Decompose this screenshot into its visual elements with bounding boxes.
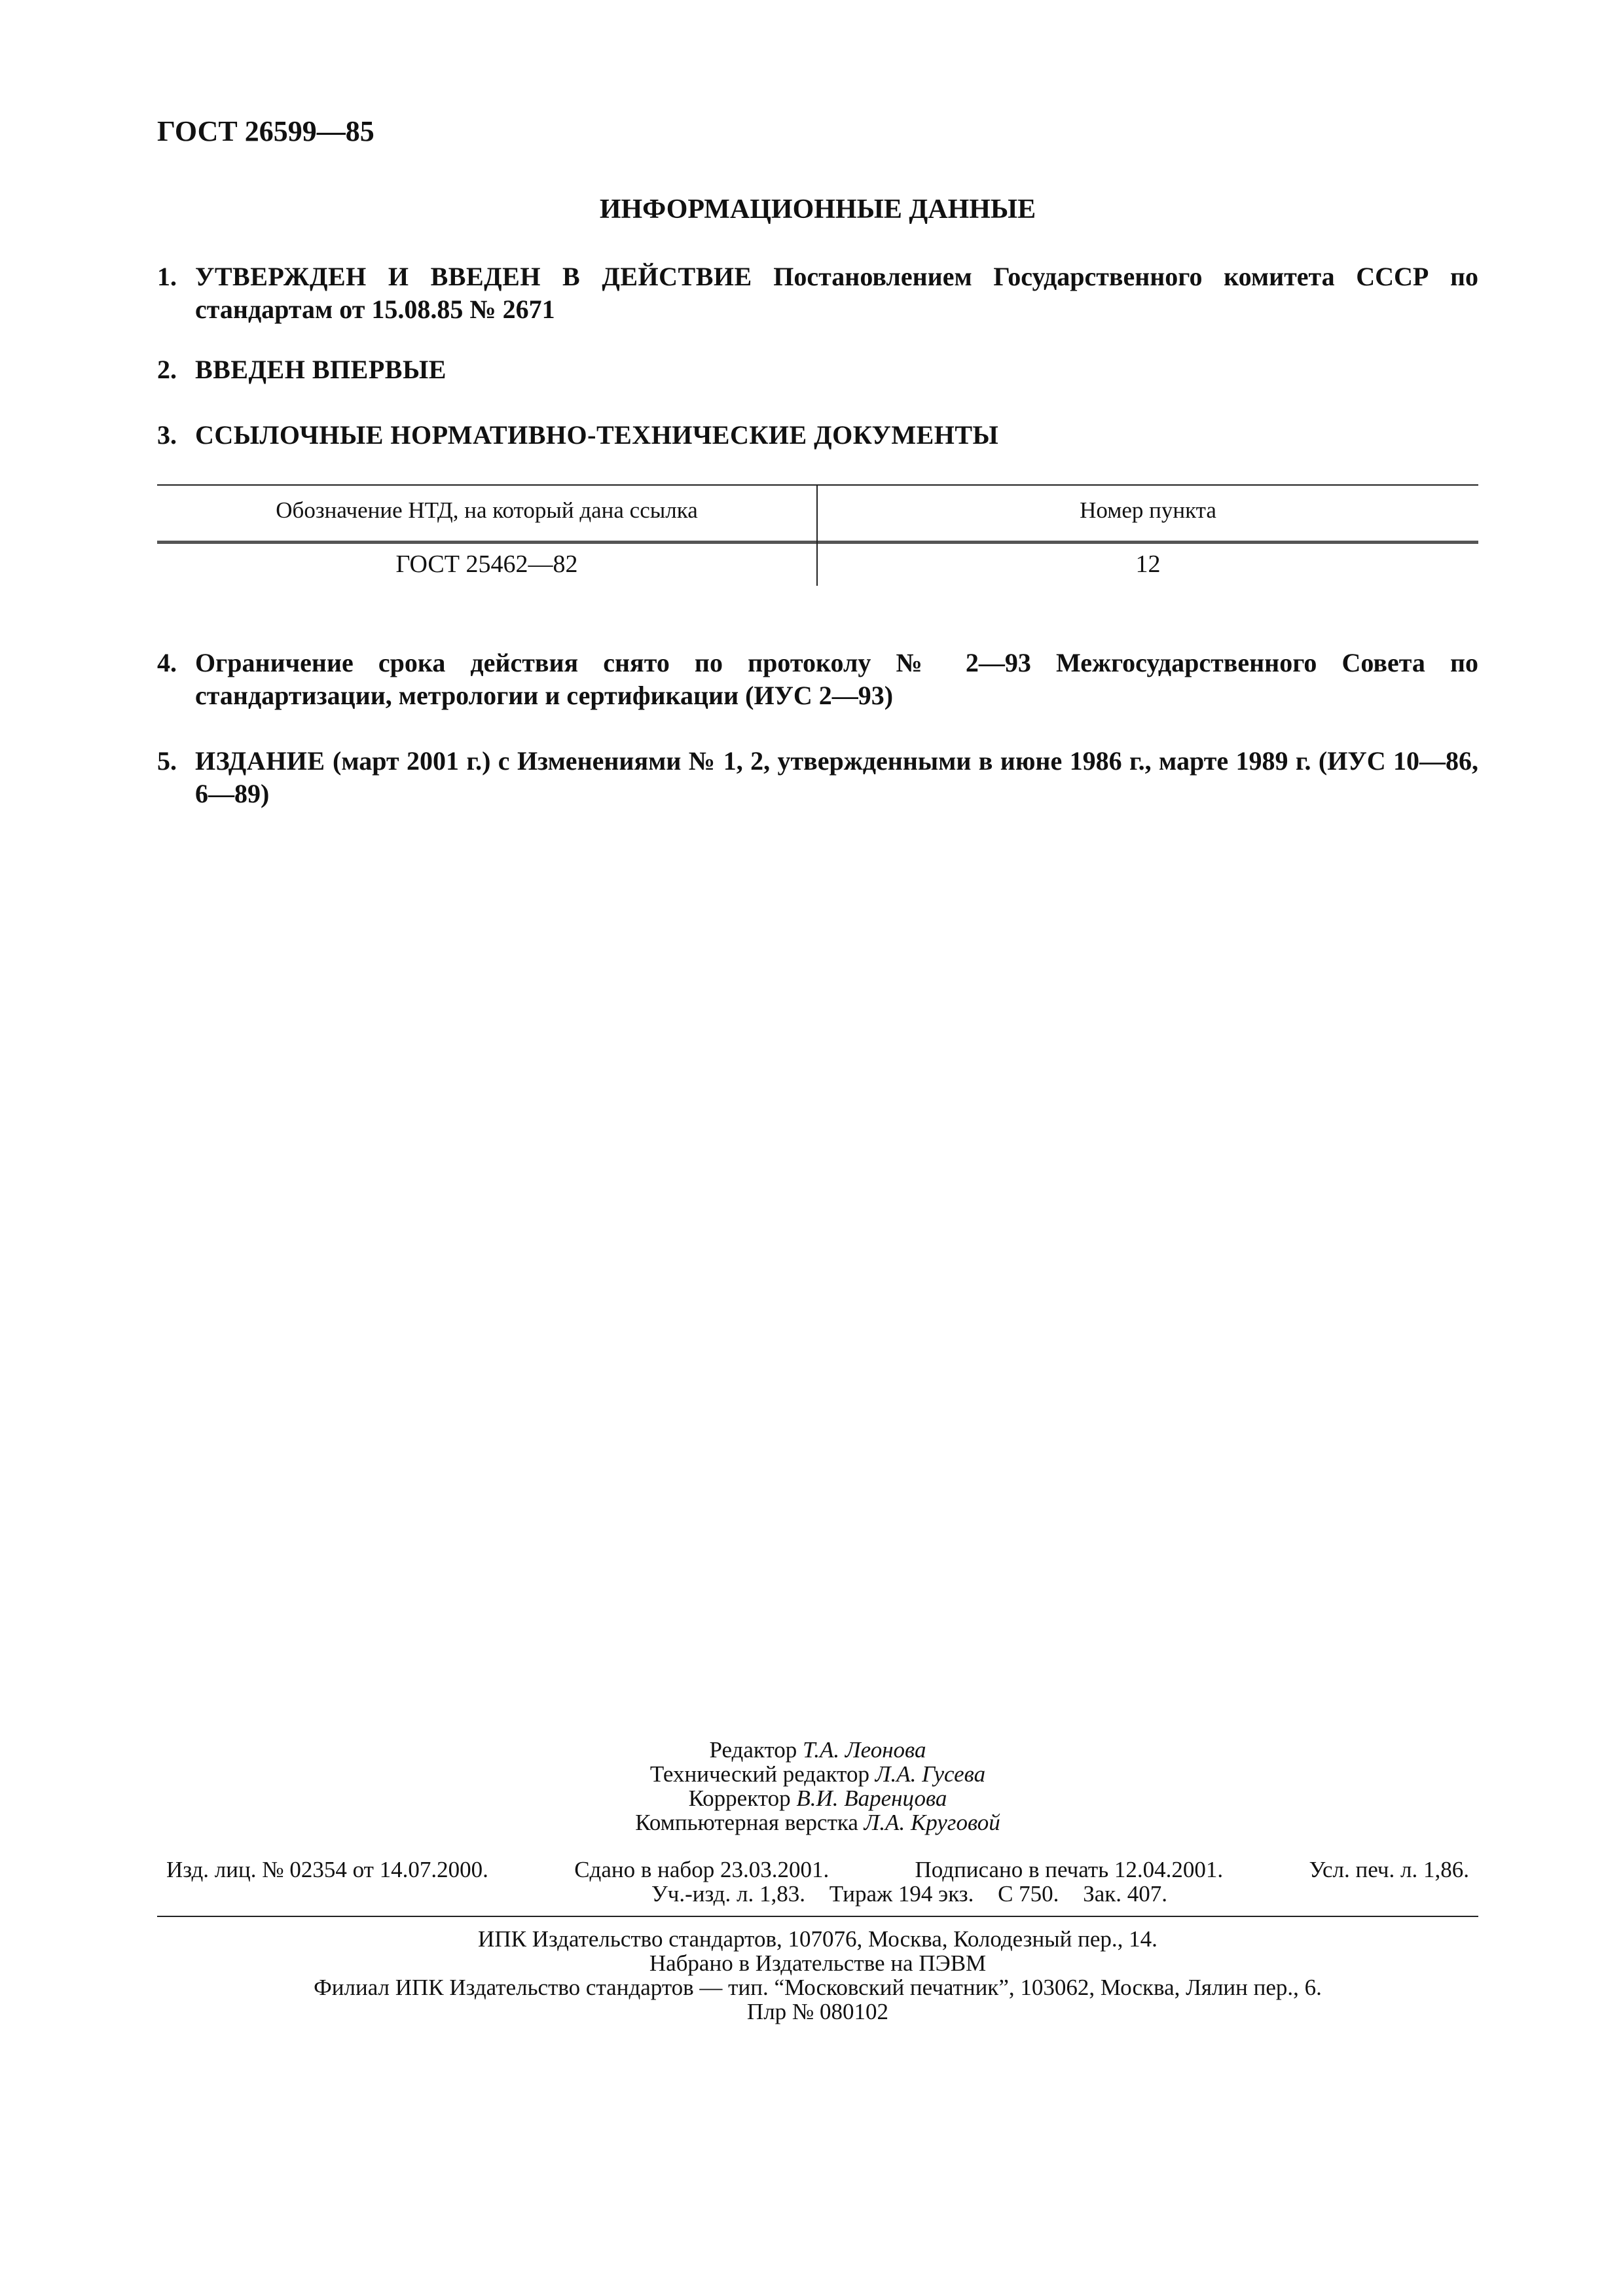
info-item-4 [157, 647, 1478, 712]
item-text: (март 2001 г.) с Изменениями № 1, 2, утвержденными в июне 1986 г., марте 1989 г. (ИУС 10—86, 6—89) [195, 746, 1478, 808]
table-top-rule [157, 484, 1478, 486]
section-title: ИНФОРМАЦИОННЫЕ ДАННЫЕ [599, 194, 1036, 224]
publication-typeset-date: Сдано в набор 23.03.2001. [574, 1857, 830, 1882]
table-cell-designation: ГОСТ 25462—82 [395, 550, 578, 578]
publication-edit-sheets: Уч.-изд. л. 1,83. [651, 1881, 805, 1907]
publication-print-sheets: Усл. печ. л. 1,86. [1309, 1857, 1469, 1882]
imprint-publisher: ИПК Издательство стандартов, 107076, Москва, Колодезный пер., 14. [478, 1926, 1158, 1952]
credit-name: Т.А. Леонова [803, 1737, 926, 1763]
publication-details [157, 1857, 1478, 1906]
info-item-1 [157, 260, 1478, 326]
item-number: 2. [157, 355, 177, 384]
item-number: 5. [157, 746, 177, 776]
imprint-typeset: Набрано в Издательстве на ПЭВМ [649, 1950, 987, 1976]
imprint-block [157, 1927, 1478, 2024]
credit-name: Л.А. Гусева [875, 1761, 986, 1787]
publication-print-date: Подписано в печать 12.04.2001. [915, 1857, 1224, 1882]
table-cell-clause: 12 [1135, 550, 1161, 578]
imprint-license: Плр № 080102 [746, 1999, 889, 2024]
credit-name: Л.А. Круговой [864, 1810, 1000, 1835]
item-lead: УТВЕРЖДЕН И ВВЕДЕН В ДЕЙСТВИЕ [195, 262, 752, 291]
document-code: ГОСТ 26599—85 [157, 115, 374, 147]
imprint-printer: Филиал ИПК Издательство стандартов — тип. “Московский печатник”, 103062, Москва, Лялин пер., 6. [314, 1975, 1322, 2000]
publication-code: С 750. [998, 1881, 1059, 1907]
publication-circulation: Тираж 194 экз. [829, 1881, 974, 1907]
item-text: Постановлением Государственного комитета СССР по стандартам от 15.08.85 № 2671 [195, 262, 1479, 324]
table-header-rule [157, 541, 1478, 544]
credit-role: Компьютерная верстка [635, 1810, 858, 1835]
info-item-2 [157, 353, 1478, 386]
item-lead: ССЫЛОЧНЫЕ НОРМАТИВНО-ТЕХНИЧЕСКИЕ ДОКУМЕНТЫ [195, 420, 999, 450]
item-text: Ограничение срока действия снято по протоколу № 2—93 Межгосударственного Совета по стандартизации, метрологии и сертификации (ИУС 2—93) [195, 648, 1478, 710]
credit-role: Технический редактор [649, 1761, 870, 1787]
imprint-divider [157, 1916, 1478, 1917]
info-item-5 [157, 745, 1478, 810]
credits-block [157, 1738, 1478, 1835]
credit-role: Редактор [709, 1737, 797, 1763]
info-item-3 [157, 419, 1478, 452]
credit-layout [157, 1810, 1478, 1835]
item-lead: ИЗДАНИЕ [195, 746, 325, 776]
reference-table [157, 484, 1478, 586]
credit-tech-editor [157, 1762, 1478, 1786]
table-header-designation: Обозначение НТД, на который дана ссылка [276, 497, 698, 523]
item-number: 4. [157, 648, 177, 677]
publication-license: Изд. лиц. № 02354 от 14.07.2000. [166, 1857, 488, 1882]
credit-role: Корректор [688, 1785, 791, 1811]
item-lead: ВВЕДЕН ВПЕРВЫЕ [195, 355, 447, 384]
credit-editor [157, 1738, 1478, 1762]
credit-proofreader [157, 1786, 1478, 1810]
table-header-clause: Номер пункта [1080, 497, 1216, 523]
credit-name: В.И. Варенцова [796, 1785, 947, 1811]
publication-order: Зак. 407. [1083, 1881, 1168, 1907]
item-number: 3. [157, 420, 177, 450]
item-number: 1. [157, 262, 177, 291]
